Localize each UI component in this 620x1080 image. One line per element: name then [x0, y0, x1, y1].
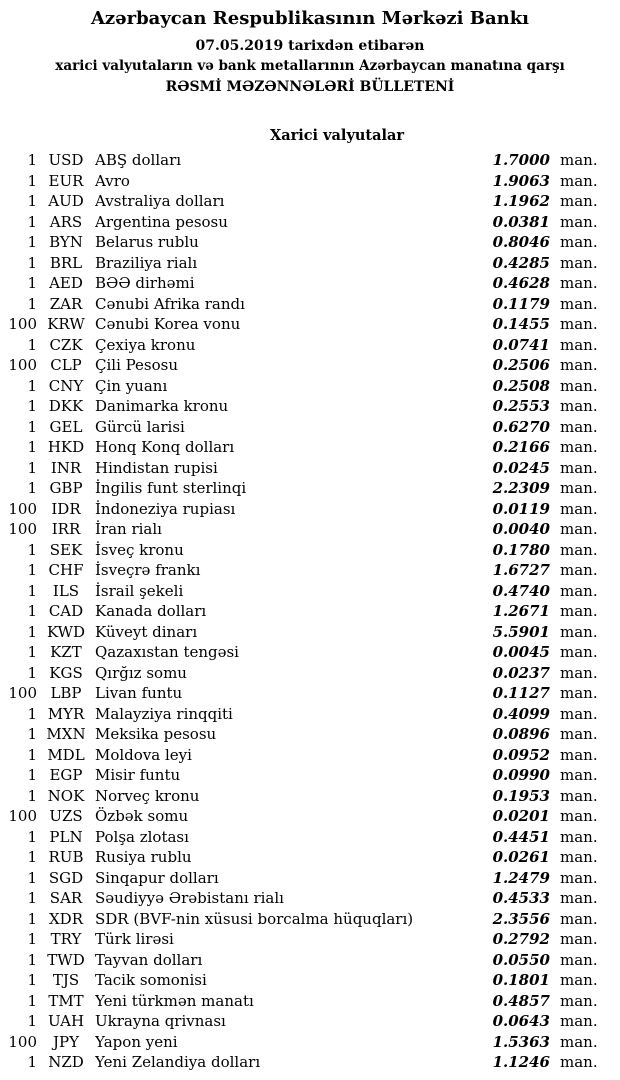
rate-cell: 0.1179	[492, 294, 550, 313]
unit-label: man.	[560, 663, 598, 682]
quantity-cell: 1	[27, 438, 37, 456]
unit-label: man.	[560, 192, 598, 210]
currency-code-cell: TMT	[48, 991, 84, 1010]
rate-cell: 1.9063	[492, 171, 550, 190]
rate-cell: 1.6727	[492, 561, 550, 579]
quantity-cell: 1	[27, 335, 37, 354]
currency-code-cell: IRR	[51, 520, 81, 538]
table-row	[0, 232, 620, 253]
unit-label: man.	[560, 971, 598, 989]
table-row	[0, 929, 620, 950]
quantity-cell: 1	[27, 663, 37, 682]
currency-name-cell: Hindistan rupisi	[95, 458, 218, 477]
rate-cell: 0.2506	[492, 356, 550, 374]
rate-cell: 0.0990	[492, 766, 550, 784]
currency-code-cell: CHF	[48, 561, 84, 579]
unit-label: man.	[560, 581, 598, 600]
currency-code-cell: UAH	[47, 1012, 85, 1030]
table-row	[0, 827, 620, 848]
unit-label: man.	[560, 1053, 598, 1071]
quantity-cell: 100	[8, 1032, 37, 1051]
quantity-cell: 1	[27, 643, 37, 661]
unit-label: man.	[560, 786, 598, 805]
quantity-cell: 100	[8, 807, 37, 825]
quantity-cell: 1	[27, 868, 37, 887]
quantity-cell: 1	[27, 212, 37, 231]
unit-label: man.	[560, 745, 598, 764]
quantity-cell: 1	[27, 889, 37, 907]
quantity-cell: 1	[27, 253, 37, 272]
quantity-cell: 1	[27, 950, 37, 969]
currency-name-cell: Yapon yeni	[95, 1032, 178, 1051]
currency-code-cell: GBP	[49, 479, 83, 497]
table-row	[0, 294, 620, 315]
currency-code-cell: KGS	[49, 663, 83, 682]
rate-cell: 0.1953	[492, 786, 550, 805]
currency-name-cell: Livan funtu	[95, 684, 183, 702]
table-row	[0, 806, 620, 827]
currency-name-cell: Sinqapur dolları	[95, 868, 219, 887]
unit-label: man.	[560, 499, 598, 518]
quantity-cell: 1	[27, 1053, 37, 1071]
currency-code-cell: MXN	[46, 725, 86, 743]
table-row	[0, 622, 620, 643]
table-row	[0, 396, 620, 417]
currency-name-cell: Çili Pesosu	[95, 356, 179, 374]
table-row	[0, 355, 620, 376]
quantity-cell: 1	[27, 458, 37, 477]
table-row	[0, 704, 620, 725]
currency-name-cell: Polşa zlotası	[95, 827, 189, 846]
quantity-cell: 1	[27, 540, 37, 559]
table-row	[0, 191, 620, 212]
rate-cell: 0.4628	[492, 274, 550, 292]
rate-cell: 0.1127	[492, 684, 550, 702]
section-title-foreign-currencies: Xarici valyutalar	[269, 127, 405, 144]
quantity-cell: 1	[27, 745, 37, 764]
table-row	[0, 212, 620, 233]
unit-label: man.	[560, 1032, 598, 1051]
unit-label: man.	[560, 602, 598, 620]
currency-name-cell: Avro	[95, 171, 130, 190]
currency-code-cell: BRL	[49, 253, 83, 272]
quantity-cell: 1	[27, 827, 37, 846]
currency-name-cell: İsveçrə frankı	[95, 561, 201, 579]
unit-label: man.	[560, 807, 598, 825]
unit-label: man.	[560, 704, 598, 723]
currency-name-cell: Moldova leyi	[95, 745, 192, 764]
rate-cell: 0.0550	[492, 950, 550, 969]
quantity-cell: 1	[27, 725, 37, 743]
currency-name-cell: Avstraliya dolları	[95, 192, 225, 210]
currency-name-cell: Qazaxıstan tengəsi	[95, 643, 239, 661]
currency-name-cell: Tacik somonisi	[95, 971, 207, 989]
table-row	[0, 888, 620, 909]
rate-cell: 0.4099	[492, 704, 550, 723]
currency-name-cell: BƏƏ dirhəmi	[95, 274, 195, 292]
rate-cell: 0.0045	[492, 643, 550, 661]
unit-label: man.	[560, 212, 598, 231]
rate-cell: 0.0040	[492, 520, 550, 538]
currency-code-cell: SAR	[49, 889, 83, 907]
table-row	[0, 601, 620, 622]
currency-name-cell: Malayziya rinqqiti	[95, 704, 233, 723]
currency-code-cell: EGP	[49, 766, 83, 784]
unit-label: man.	[560, 827, 598, 846]
quantity-cell: 1	[27, 151, 37, 169]
table-row	[0, 950, 620, 971]
currency-code-cell: ZAR	[49, 294, 83, 313]
unit-label: man.	[560, 909, 598, 928]
unit-label: man.	[560, 233, 598, 251]
currency-code-cell: ILS	[52, 581, 80, 600]
unit-label: man.	[560, 294, 598, 313]
unit-label: man.	[560, 868, 598, 887]
currency-name-cell: Özbək somu	[95, 807, 189, 825]
unit-label: man.	[560, 1012, 598, 1030]
unit-label: man.	[560, 930, 598, 948]
currency-name-cell: Cənubi Afrika randı	[95, 294, 245, 313]
rate-cell: 0.1455	[492, 315, 550, 333]
table-row	[0, 314, 620, 335]
table-row	[0, 642, 620, 663]
table-row	[0, 335, 620, 356]
currency-code-cell: IDR	[51, 499, 81, 518]
currency-code-cell: BYN	[49, 233, 83, 251]
unit-label: man.	[560, 397, 598, 415]
quantity-cell: 100	[8, 684, 37, 702]
currency-name-cell: Gürcü larisi	[95, 417, 185, 436]
currency-code-cell: UZS	[49, 807, 83, 825]
currency-name-cell: SDR (BVF-nin xüsusi borcalma hüquqları)	[95, 909, 414, 928]
quantity-cell: 100	[8, 356, 37, 374]
table-row	[0, 458, 620, 479]
currency-name-cell: Meksika pesosu	[95, 725, 217, 743]
currency-code-cell: EUR	[48, 171, 84, 190]
rate-cell: 1.1962	[492, 192, 550, 210]
rate-cell: 0.4451	[492, 827, 550, 846]
quantity-cell: 100	[8, 499, 37, 518]
table-row	[0, 724, 620, 745]
currency-code-cell: CNY	[48, 376, 84, 395]
currency-name-cell: Argentina pesosu	[95, 212, 228, 231]
table-row	[0, 417, 620, 438]
currency-name-cell: Çin yuanı	[95, 376, 168, 395]
document-header	[0, 7, 620, 97]
unit-label: man.	[560, 479, 598, 497]
table-row	[0, 376, 620, 397]
rate-cell: 0.0245	[492, 458, 550, 477]
unit-label: man.	[560, 684, 598, 702]
rate-cell: 0.4285	[492, 253, 550, 272]
currency-name-cell: Tayvan dolları	[95, 950, 203, 969]
unit-label: man.	[560, 438, 598, 456]
table-row	[0, 171, 620, 192]
rate-cell: 0.6270	[492, 417, 550, 436]
table-row	[0, 765, 620, 786]
table-row	[0, 1052, 620, 1073]
unit-label: man.	[560, 561, 598, 579]
currency-name-cell: Danimarka kronu	[95, 397, 229, 415]
quantity-cell: 1	[27, 991, 37, 1010]
currency-name-cell: Ukrayna qrivnası	[95, 1012, 226, 1030]
currency-code-cell: TWD	[47, 950, 85, 969]
rate-cell: 0.0201	[492, 807, 550, 825]
currency-name-cell: Səudiyyə Ərəbistanı rialı	[95, 889, 284, 907]
unit-label: man.	[560, 274, 598, 292]
currency-code-cell: KRW	[47, 315, 85, 333]
table-row	[0, 581, 620, 602]
currency-name-cell: Yeni türkmən manatı	[95, 991, 254, 1010]
rate-cell: 0.8046	[492, 233, 550, 251]
quantity-cell: 1	[27, 171, 37, 190]
rate-cell: 0.0741	[492, 335, 550, 354]
quantity-cell: 1	[27, 192, 37, 210]
rate-cell: 0.2166	[492, 438, 550, 456]
quantity-cell: 1	[27, 561, 37, 579]
currency-name-cell: Norveç kronu	[95, 786, 200, 805]
quantity-cell: 1	[27, 909, 37, 928]
unit-label: man.	[560, 766, 598, 784]
currency-name-cell: Cənubi Korea vonu	[95, 315, 241, 333]
currency-name-cell: Küveyt dinarı	[95, 622, 198, 641]
currency-name-cell: İndoneziya rupiası	[95, 499, 236, 518]
rate-cell: 1.2671	[492, 602, 550, 620]
currency-name-cell: Misir funtu	[95, 766, 181, 784]
rate-cell: 0.0952	[492, 745, 550, 764]
unit-label: man.	[560, 417, 598, 436]
currency-code-cell: LBP	[50, 684, 82, 702]
table-row	[0, 991, 620, 1012]
table-row	[0, 683, 620, 704]
rate-cell: 0.2508	[492, 376, 550, 395]
bulletin-title: RƏSMİ MƏZƏNNƏLƏRİ BÜLLETENİ	[165, 79, 455, 95]
unit-label: man.	[560, 643, 598, 661]
unit-label: man.	[560, 376, 598, 395]
currency-code-cell: RUB	[48, 848, 84, 866]
rate-cell: 0.0643	[492, 1012, 550, 1030]
currency-code-cell: KWD	[46, 622, 86, 641]
unit-label: man.	[560, 253, 598, 272]
rate-cell: 0.0119	[492, 499, 550, 518]
table-row	[0, 560, 620, 581]
currency-code-cell: HKD	[47, 438, 85, 456]
currency-code-cell: ARS	[49, 212, 83, 231]
quantity-cell: 1	[27, 971, 37, 989]
currency-name-cell: Honq Konq dolları	[95, 438, 235, 456]
quantity-cell: 1	[27, 1012, 37, 1030]
currency-code-cell: DKK	[48, 397, 84, 415]
currency-name-cell: Türk lirəsi	[95, 930, 174, 948]
quantity-cell: 1	[27, 397, 37, 415]
currency-name-cell: ABŞ dolları	[95, 151, 182, 169]
quantity-cell: 1	[27, 274, 37, 292]
currency-code-cell: NZD	[48, 1053, 84, 1071]
rate-cell: 0.0261	[492, 848, 550, 866]
quantity-cell: 1	[27, 233, 37, 251]
currency-name-cell: Belarus rublu	[95, 233, 199, 251]
quantity-cell: 100	[8, 315, 37, 333]
currency-name-cell: İsveç kronu	[95, 540, 184, 559]
currency-name-cell: Rusiya rublu	[95, 848, 192, 866]
currency-code-cell: CLP	[50, 356, 82, 374]
currency-name-cell: Kanada dolları	[95, 602, 207, 620]
unit-label: man.	[560, 520, 598, 538]
quantity-cell: 1	[27, 602, 37, 620]
table-row	[0, 1011, 620, 1032]
unit-label: man.	[560, 171, 598, 190]
currency-name-cell: Braziliya rialı	[95, 253, 198, 272]
table-row	[0, 519, 620, 540]
currency-code-cell: AUD	[48, 192, 84, 210]
table-row	[0, 745, 620, 766]
quantity-cell: 1	[27, 848, 37, 866]
quantity-cell: 1	[27, 704, 37, 723]
rate-cell: 0.4857	[492, 991, 550, 1010]
currency-name-cell: İran rialı	[95, 520, 162, 538]
rate-cell: 5.5901	[492, 622, 550, 641]
quantity-cell: 1	[27, 376, 37, 395]
quantity-cell: 1	[27, 622, 37, 641]
currency-code-cell: NOK	[47, 786, 85, 805]
table-row	[0, 253, 620, 274]
unit-label: man.	[560, 315, 598, 333]
rate-cell: 2.3556	[492, 909, 550, 928]
unit-label: man.	[560, 725, 598, 743]
rate-cell: 0.0381	[492, 212, 550, 231]
table-row	[0, 273, 620, 294]
currency-code-cell: CAD	[48, 602, 84, 620]
table-row	[0, 663, 620, 684]
unit-label: man.	[560, 151, 598, 169]
table-row	[0, 540, 620, 561]
currency-code-cell: PLN	[49, 827, 83, 846]
quantity-cell: 1	[27, 786, 37, 805]
currency-code-cell: AED	[49, 274, 83, 292]
quantity-cell: 1	[27, 930, 37, 948]
currency-code-cell: SEK	[49, 540, 83, 559]
currency-code-cell: MYR	[47, 704, 85, 723]
table-row	[0, 478, 620, 499]
table-row	[0, 847, 620, 868]
table-row	[0, 786, 620, 807]
table-row	[0, 437, 620, 458]
unit-label: man.	[560, 622, 598, 641]
bank-title: Azərbaycan Respublikasının Mərkəzi Bankı	[90, 8, 530, 29]
table-row	[0, 909, 620, 930]
unit-label: man.	[560, 335, 598, 354]
rate-cell: 1.2479	[492, 868, 550, 887]
currency-code-cell: TJS	[52, 971, 80, 989]
unit-label: man.	[560, 950, 598, 969]
currency-code-cell: GEL	[49, 417, 83, 436]
quantity-cell: 1	[27, 766, 37, 784]
currency-name-cell: Yeni Zelandiya dolları	[95, 1053, 261, 1071]
unit-label: man.	[560, 540, 598, 559]
exchange-rates-table	[0, 150, 620, 1073]
unit-label: man.	[560, 991, 598, 1010]
rate-cell: 2.2309	[492, 479, 550, 497]
currency-code-cell: INR	[50, 458, 82, 477]
currency-name-cell: İsrail şekeli	[95, 581, 184, 600]
rate-cell: 0.2553	[492, 397, 550, 415]
rate-cell: 1.1246	[492, 1053, 550, 1071]
currency-code-cell: JPY	[52, 1032, 79, 1051]
rate-cell: 0.0237	[492, 663, 550, 682]
rate-cell: 1.7000	[492, 151, 550, 169]
quantity-cell: 1	[27, 581, 37, 600]
currency-code-cell: KZT	[50, 643, 82, 661]
currency-code-cell: USD	[48, 151, 84, 169]
quantity-cell: 1	[27, 479, 37, 497]
rate-cell: 1.5363	[492, 1032, 550, 1051]
quantity-cell: 1	[27, 294, 37, 313]
currency-code-cell: TRY	[50, 930, 82, 948]
currency-name-cell: Çexiya kronu	[95, 335, 196, 354]
quantity-cell: 1	[27, 417, 37, 436]
unit-label: man.	[560, 356, 598, 374]
currency-code-cell: CZK	[49, 335, 83, 354]
currency-code-cell: MDL	[47, 745, 85, 764]
table-row	[0, 150, 620, 171]
unit-label: man.	[560, 458, 598, 477]
table-row	[0, 1032, 620, 1053]
rate-cell: 0.1801	[492, 971, 550, 989]
rate-cell: 0.2792	[492, 930, 550, 948]
currency-code-cell: SGD	[48, 868, 84, 887]
rate-cell: 0.0896	[492, 725, 550, 743]
unit-label: man.	[560, 889, 598, 907]
table-row	[0, 499, 620, 520]
currency-name-cell: Qırğız somu	[95, 663, 187, 682]
unit-label: man.	[560, 848, 598, 866]
rate-cell: 0.4740	[492, 581, 550, 600]
subtitle-line: xarici valyutaların və bank metallarının Azərbaycan manatına qarşı	[55, 58, 565, 74]
table-row	[0, 970, 620, 991]
rate-cell: 0.1780	[492, 540, 550, 559]
quantity-cell: 100	[8, 520, 37, 538]
table-row	[0, 868, 620, 889]
rate-cell: 0.4533	[492, 889, 550, 907]
effective-date-line: 07.05.2019 tarixdən etibarən	[195, 38, 425, 54]
currency-code-cell: XDR	[49, 909, 83, 928]
currency-name-cell: İngilis funt sterlinqi	[95, 479, 247, 497]
